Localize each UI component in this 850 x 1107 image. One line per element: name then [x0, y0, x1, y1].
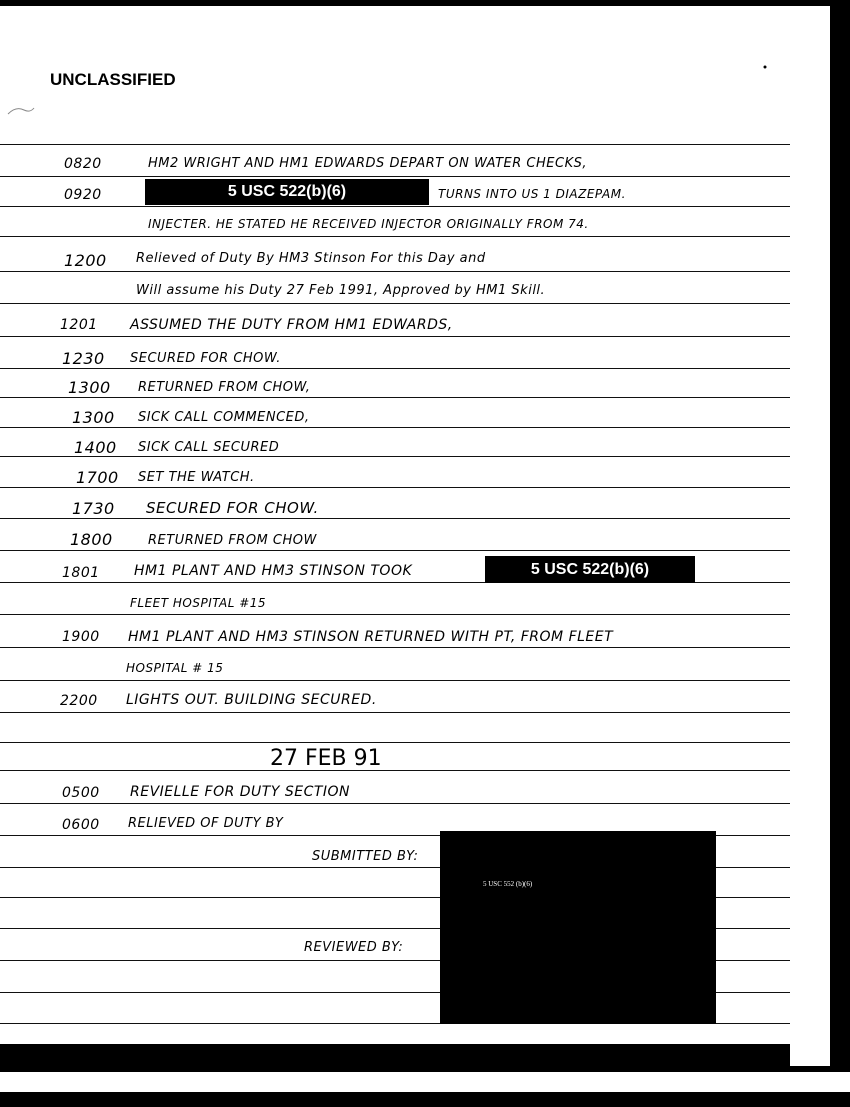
entry-text: SECURED FOR CHOW. [146, 499, 319, 517]
scan-mark-icon [6, 104, 36, 116]
log-page [0, 6, 790, 1044]
ruled-line [0, 368, 790, 369]
entry-text: SET THE WATCH. [138, 470, 255, 485]
ruled-line [0, 236, 790, 237]
ruled-line [0, 803, 790, 804]
redaction-box: 5 USC 522(b)(6) [485, 556, 695, 583]
entry-text: RETURNED FROM CHOW, [138, 380, 311, 395]
entry-text: HM2 WRIGHT AND HM1 EDWARDS DEPART ON WATER CHECKS, [148, 156, 587, 171]
entry-text: RELIEVED OF DUTY BY [128, 816, 284, 831]
ruled-line [0, 397, 790, 398]
ruled-line [0, 770, 790, 771]
ruled-line [0, 487, 790, 488]
ruled-line [0, 518, 790, 519]
page-bottom-strip [0, 1072, 850, 1092]
entry-time: 1200 [64, 251, 107, 270]
entry-time: 1900 [62, 629, 100, 645]
entry-text: RETURNED FROM CHOW [148, 533, 317, 548]
ruled-line [0, 742, 790, 743]
entry-time: 1800 [70, 530, 113, 549]
entry-text: TURNS INTO US 1 DIAZEPAM. [438, 187, 626, 201]
entry-text: SECURED FOR CHOW. [130, 351, 281, 366]
ruled-line [0, 614, 790, 615]
entry-text: INJECTER. HE STATED HE RECEIVED INJECTOR ORIGINALLY FROM 74. [148, 217, 589, 231]
redaction-box: 5 USC 522(b)(6) [145, 179, 429, 205]
entry-time: 1230 [62, 349, 105, 368]
ruled-line [0, 680, 790, 681]
entry-text: Relieved of Duty By HM3 Stinson For this Day and [136, 251, 486, 266]
entry-text: REVIELLE FOR DUTY SECTION [130, 784, 351, 800]
ruled-line [0, 427, 790, 428]
entry-time: 1300 [72, 408, 115, 427]
ruled-line [0, 647, 790, 648]
entry-time: 1300 [68, 378, 111, 397]
entry-text: HOSPITAL # 15 [126, 661, 224, 675]
ruled-line [0, 550, 790, 551]
ruled-line [0, 456, 790, 457]
classification-header: UNCLASSIFIED [50, 70, 176, 89]
entry-time: 1400 [74, 438, 117, 457]
signature-redaction-box [440, 831, 716, 1024]
entry-text: HM1 PLANT AND HM3 STINSON TOOK [134, 563, 413, 579]
entry-text: SICK CALL SECURED [138, 440, 280, 455]
redaction-label: 5 USC 552 (b)(6) [483, 880, 533, 888]
entry-time: 1730 [72, 499, 115, 518]
entry-time: 0820 [64, 156, 102, 172]
entry-time: 1801 [62, 565, 100, 581]
entry-time: 1700 [76, 468, 119, 487]
ruled-line [0, 144, 790, 145]
entry-time: 1201 [60, 317, 98, 333]
date-heading: 27 FEB 91 [270, 746, 382, 771]
entry-text: LIGHTS OUT. BUILDING SECURED. [126, 692, 377, 708]
ruled-line [0, 271, 790, 272]
entry-text: SICK CALL COMMENCED, [138, 410, 310, 425]
ruled-line [0, 206, 790, 207]
entry-time: 2200 [60, 693, 98, 709]
entry-text: Will assume his Duty 27 Feb 1991, Approved by HM1 Skill. [136, 283, 546, 298]
reviewed-by-label: REVIEWED BY: [304, 940, 404, 955]
dot-mark-icon [762, 64, 768, 70]
page-edge-strip [790, 6, 830, 1066]
submitted-by-label: SUBMITTED BY: [312, 849, 419, 864]
ruled-line [0, 712, 790, 713]
entry-text: FLEET HOSPITAL #15 [130, 596, 267, 610]
entry-time: 0920 [64, 187, 102, 203]
entry-text: ASSUMED THE DUTY FROM HM1 EDWARDS, [130, 317, 453, 333]
entry-text: HM1 PLANT AND HM3 STINSON RETURNED WITH PT, FROM FLEET [128, 629, 614, 645]
ruled-line [0, 303, 790, 304]
ruled-line [0, 176, 790, 177]
ruled-line [0, 336, 790, 337]
entry-time: 0600 [62, 817, 100, 833]
entry-time: 0500 [62, 785, 100, 801]
